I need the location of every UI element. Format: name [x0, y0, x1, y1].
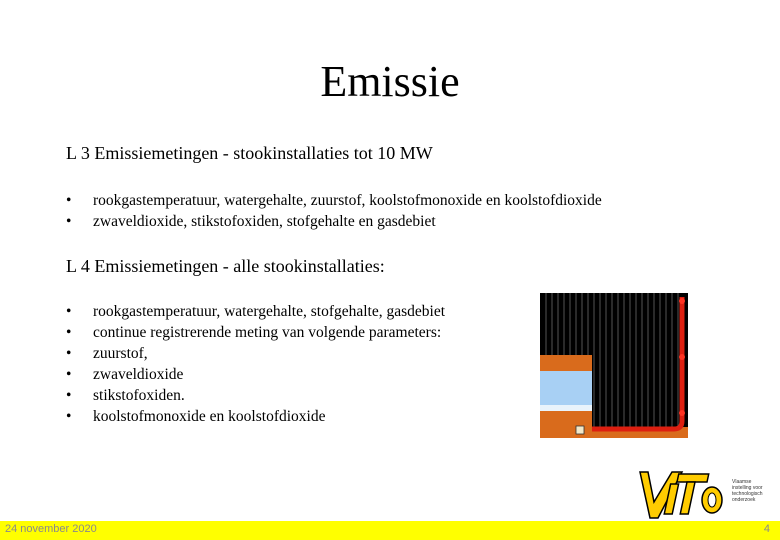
list-item-text: koolstofmonoxide en koolstofdioxide: [93, 408, 326, 425]
list-item-text: continue registrerende meting van volgende parameters:: [93, 324, 442, 341]
diagram-node: [679, 298, 685, 304]
l4-bullet-list: [66, 301, 445, 427]
diagram-small-icon: [576, 426, 584, 434]
list-item-text: stikstofoxiden.: [93, 387, 185, 404]
vito-logo: [636, 468, 780, 520]
l3-bullet-list: [66, 190, 602, 232]
logo-tagline-line: instelling voor: [732, 485, 763, 491]
list-item: [66, 364, 445, 385]
logo-t-bar: [677, 474, 709, 482]
diagram-blue-panel: [540, 371, 592, 405]
logo-o-hole: [708, 493, 716, 507]
diagram-orange-band: [540, 355, 592, 371]
bullet-icon: •: [66, 303, 72, 320]
list-item: [66, 211, 602, 232]
bullet-icon: •: [66, 345, 72, 362]
list-item: [66, 322, 445, 343]
diagram-node: [679, 410, 685, 416]
list-item: [66, 406, 445, 427]
slide-title: Emissie: [320, 57, 460, 106]
logo-t-stem: [680, 482, 695, 514]
list-item: [66, 343, 445, 364]
list-item: [66, 301, 445, 322]
logo-tagline-line: technologisch: [732, 491, 763, 497]
list-item-text: zwaveldioxide: [93, 366, 184, 383]
logo-tagline-line: onderzoek: [732, 497, 756, 503]
bullet-icon: •: [66, 408, 72, 425]
list-item: [66, 190, 602, 211]
logo-tagline-line: Vlaamse: [732, 479, 752, 485]
boiler-diagram-image: [540, 293, 688, 438]
page-number: 4: [763, 523, 770, 535]
section-heading-l4: L 4 Emissiemetingen - alle stookinstallaties:: [66, 256, 385, 276]
list-item-text: rookgastemperatuur, watergehalte, stofgehalte, gasdebiet: [93, 303, 446, 320]
list-item-text: zuurstof,: [93, 345, 148, 362]
bullet-icon: •: [66, 213, 72, 230]
bullet-icon: •: [66, 387, 72, 404]
diagram-node: [679, 354, 685, 360]
bullet-icon: •: [66, 192, 72, 209]
list-item-text: rookgastemperatuur, watergehalte, zuurstof, koolstofmonoxide en koolstofdioxide: [93, 192, 602, 209]
diagram-light-strip: [540, 405, 592, 411]
bullet-icon: •: [66, 324, 72, 341]
bullet-icon: •: [66, 366, 72, 383]
footer-bar: [0, 521, 780, 540]
footer-date: 24 november 2020: [5, 523, 97, 535]
list-item: [66, 385, 445, 406]
section-heading-l3: L 3 Emissiemetingen - stookinstallaties tot 10 MW: [66, 143, 433, 163]
list-item-text: zwaveldioxide, stikstofoxiden, stofgehalte en gasdebiet: [93, 213, 436, 230]
